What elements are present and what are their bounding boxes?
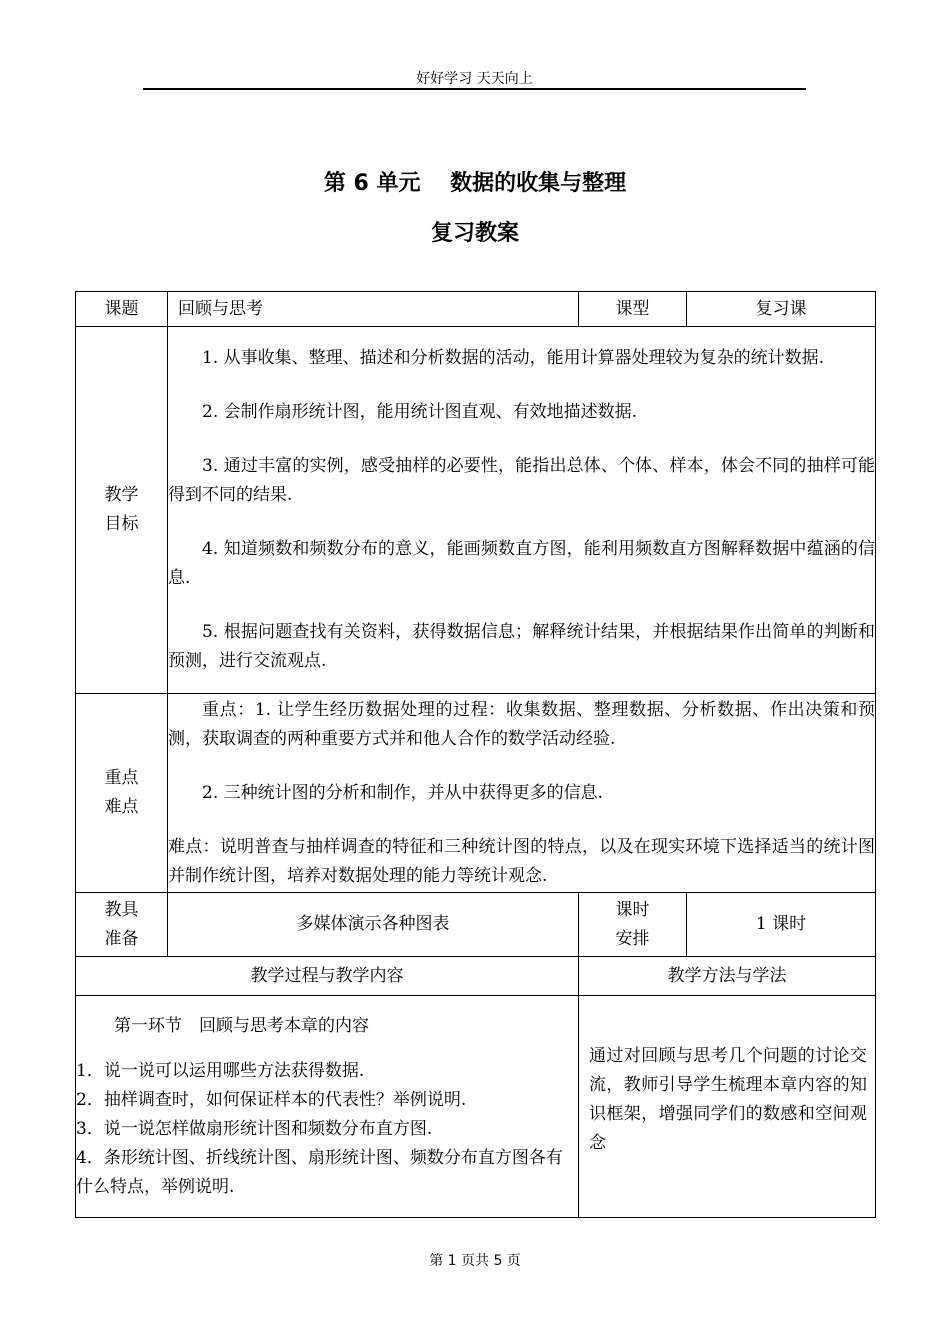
key-point-1: 重点：1. 让学生经历数据处理的过程：收集数据、整理数据、分析数据、作出决策和预测，获取调查的两种重要方式并和他人合作的数学活动经验. — [168, 699, 875, 749]
difficulty-point: 难点：说明普查与抽样调查的特征和三种统计图的特点，以及在现实环境下选择适当的统计图并制作统计图，培养对数据处理的能力等统计观念. — [168, 836, 875, 886]
section1-title: 第一环节 回顾与思考本章的内容 — [114, 1015, 369, 1036]
tools-value: 多媒体演示各种图表 — [168, 893, 579, 957]
objectives-content — [168, 327, 876, 694]
objective-item: 4. 知道频数和频数分布的意义，能画频数直方图，能利用频数直方图解释数据中蕴涵的信息. — [168, 539, 875, 588]
lesson-plan-table — [75, 291, 876, 1218]
lesson-type-label: 课型 — [579, 292, 687, 327]
page-header: 好好学习 天天向上 — [416, 71, 533, 87]
objective-item: 3. 通过丰富的实例，感受抽样的必要性，能指出总体、个体、样本，体会不同的抽样可能得到不同的结果. — [168, 456, 875, 505]
topic-label: 课题 — [76, 292, 168, 327]
topic-row — [76, 292, 876, 327]
topic-value: 回顾与思考 — [168, 292, 579, 327]
objectives-label-line1: 教学 — [104, 485, 139, 505]
process-header-row — [76, 957, 876, 996]
objective-item: 1. 从事收集、整理、描述和分析数据的活动，能用计算器处理较为复杂的统计数据. — [202, 348, 825, 368]
section1-item: 4．条形统计图、折线统计图、扇形统计图、频数分布直方图各有什么特点，举例说明. — [76, 1147, 563, 1197]
class-hours-label-line2: 安排 — [615, 928, 650, 949]
objectives-row — [76, 327, 876, 694]
key-point-2: 2. 三种统计图的分析和制作，并从中获得更多的信息. — [202, 782, 604, 803]
class-hours-value: 1 课时 — [687, 893, 876, 957]
section1-method-text: 通过对回顾与思考几个问题的讨论交流，教师引导学生梳理本章内容的知识框架，增强同学们的数感和空间观念 — [589, 1046, 867, 1153]
class-hours-label-line1: 课时 — [615, 899, 650, 920]
section1-item: 2．抽样调查时，如何保证样本的代表性？举例说明. — [76, 1089, 467, 1110]
page-footer: 第 1 页共 5 页 — [429, 1253, 521, 1269]
section1-item: 1．说一说可以运用哪些方法获得数据. — [76, 1060, 365, 1081]
objective-item: 5. 根据问题查找有关资料，获得数据信息；解释统计结果，并根据结果作出简单的判断和预测，进行交流观点. — [168, 622, 875, 671]
tools-label — [76, 893, 168, 957]
section1-content — [76, 996, 579, 1218]
section1-row — [76, 996, 876, 1218]
tools-label-line2: 准备 — [104, 928, 139, 949]
section1-item: 3．说一说怎样做扇形统计图和频数分布直方图. — [76, 1118, 433, 1139]
key-points-content — [168, 694, 876, 893]
plan-title: 复习教案 — [430, 221, 519, 246]
process-header-right: 教学方法与学法 — [579, 957, 876, 996]
key-points-label-line1: 重点 — [104, 768, 139, 788]
header-rule — [143, 88, 806, 90]
key-points-row — [76, 694, 876, 893]
key-points-label — [76, 694, 168, 893]
class-hours-label — [579, 893, 687, 957]
process-header-left: 教学过程与教学内容 — [76, 957, 579, 996]
objectives-label-line2: 目标 — [104, 514, 139, 534]
objectives-label — [76, 327, 168, 694]
unit-title: 第 6 单元 数据的收集与整理 — [323, 171, 627, 196]
section1-method — [579, 996, 876, 1218]
tools-row — [76, 893, 876, 957]
lesson-type-value: 复习课 — [687, 292, 876, 327]
key-points-label-line2: 难点 — [104, 797, 139, 817]
objective-item: 2. 会制作扇形统计图，能用统计图直观、有效地描述数据. — [202, 402, 638, 422]
tools-label-line1: 教具 — [104, 899, 139, 920]
